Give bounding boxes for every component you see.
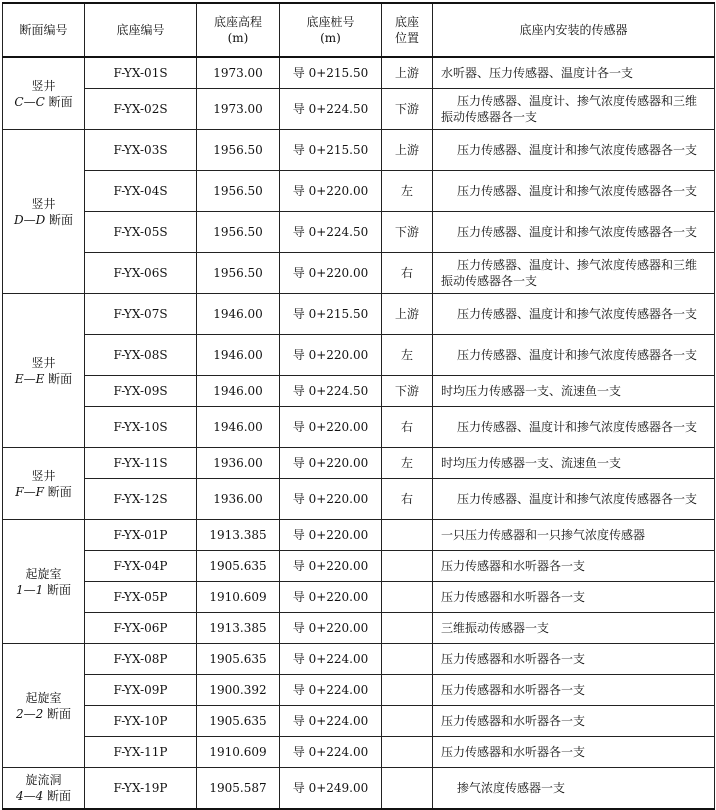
sensors-cell — [433, 768, 715, 810]
base-id-cell: F-YX-11S — [85, 448, 197, 479]
sensors-cell: 压力传感器和水听器各一支 — [433, 675, 715, 706]
table-row — [3, 448, 715, 479]
base-id-cell: F-YX-05P — [85, 582, 197, 613]
elevation-cell: 1946.00 — [197, 294, 280, 335]
table-row — [3, 171, 715, 212]
section-code-line — [7, 582, 80, 598]
sensors-cell — [433, 407, 715, 448]
position-cell: 左 — [382, 171, 433, 212]
station-cell: 导 0+224.00 — [280, 706, 382, 737]
station-cell: 导 0+220.00 — [280, 253, 382, 294]
section-name: 竖井 — [31, 196, 56, 211]
base-id-cell: F-YX-01P — [85, 520, 197, 551]
position-cell: 下游 — [382, 89, 433, 130]
header-station-label: 底座桩号 — [306, 15, 355, 29]
station-cell: 导 0+224.50 — [280, 376, 382, 407]
table-row — [3, 479, 715, 520]
elevation-cell: 1905.635 — [197, 706, 280, 737]
station-cell: 导 0+224.50 — [280, 212, 382, 253]
station-cell: 导 0+220.00 — [280, 520, 382, 551]
station-cell: 导 0+220.00 — [280, 582, 382, 613]
section-cell — [3, 130, 85, 294]
elevation-cell: 1900.392 — [197, 675, 280, 706]
section-suffix: 断面 — [43, 789, 72, 803]
sensors-text: 压力传感器、温度计和掺气浓度传感器各一支 — [457, 225, 698, 239]
position-cell — [382, 675, 433, 706]
position-cell: 左 — [382, 448, 433, 479]
sensors-cell — [433, 294, 715, 335]
position-cell: 上游 — [382, 130, 433, 171]
station-cell: 导 0+220.00 — [280, 479, 382, 520]
section-cell — [3, 768, 85, 810]
base-id-cell: F-YX-01S — [85, 57, 197, 89]
section-code-line — [7, 484, 80, 500]
header-elevation-label: 底座高程 — [213, 15, 262, 29]
section-name: 旋流洞 — [25, 773, 62, 787]
table-row — [3, 407, 715, 448]
position-cell — [382, 520, 433, 551]
section-code: 2—2 — [15, 706, 44, 721]
table-row — [3, 212, 715, 253]
table-row — [3, 768, 715, 810]
sensors-cell — [433, 89, 715, 130]
station-cell: 导 0+220.00 — [280, 407, 382, 448]
elevation-cell: 1905.635 — [197, 551, 280, 582]
sensors-cell — [433, 335, 715, 376]
section-suffix: 断面 — [43, 484, 72, 499]
section-code: 4—4 — [15, 789, 44, 803]
table-row — [3, 57, 715, 89]
elevation-cell: 1946.00 — [197, 335, 280, 376]
section-code-line — [7, 94, 80, 110]
position-cell — [382, 551, 433, 582]
station-cell: 导 0+220.00 — [280, 335, 382, 376]
section-code-line — [7, 788, 80, 804]
sensor-base-table — [2, 2, 715, 810]
section-suffix: 断面 — [44, 94, 73, 109]
position-cell — [382, 644, 433, 675]
table-body — [3, 57, 715, 809]
sensors-cell — [433, 130, 715, 171]
elevation-cell: 1946.00 — [197, 407, 280, 448]
sensors-cell: 一只压力传感器和一只掺气浓度传感器 — [433, 520, 715, 551]
section-suffix: 断面 — [43, 582, 72, 597]
sensors-text: 压力传感器、温度计和掺气浓度传感器各一支 — [457, 348, 698, 362]
base-id-cell: F-YX-08P — [85, 644, 197, 675]
header-station-unit: (m) — [320, 31, 341, 45]
station-cell: 导 0+224.00 — [280, 675, 382, 706]
base-id-cell: F-YX-02S — [85, 89, 197, 130]
base-id-cell: F-YX-09S — [85, 376, 197, 407]
elevation-cell: 1956.50 — [197, 130, 280, 171]
position-cell — [382, 737, 433, 768]
sensors-cell: 压力传感器和水听器各一支 — [433, 582, 715, 613]
elevation-cell: 1910.609 — [197, 582, 280, 613]
station-cell: 导 0+249.00 — [280, 768, 382, 810]
station-cell: 导 0+215.50 — [280, 57, 382, 89]
elevation-cell: 1905.587 — [197, 768, 280, 810]
base-id-cell: F-YX-09P — [85, 675, 197, 706]
station-cell: 导 0+215.50 — [280, 294, 382, 335]
section-name: 竖井 — [31, 468, 56, 483]
base-id-cell: F-YX-12S — [85, 479, 197, 520]
station-cell: 导 0+224.00 — [280, 737, 382, 768]
station-cell: 导 0+220.00 — [280, 448, 382, 479]
sensors-cell — [433, 212, 715, 253]
section-name: 起旋室 — [25, 566, 62, 581]
base-id-cell: F-YX-10S — [85, 407, 197, 448]
position-cell: 下游 — [382, 376, 433, 407]
section-code-line — [7, 706, 80, 722]
table-row — [3, 551, 715, 582]
section-code: D—D — [13, 212, 46, 227]
position-cell — [382, 706, 433, 737]
elevation-cell: 1956.50 — [197, 253, 280, 294]
base-id-cell: F-YX-06P — [85, 613, 197, 644]
table-row — [3, 89, 715, 130]
table-row — [3, 644, 715, 675]
section-name: 竖井 — [31, 355, 56, 370]
station-cell: 导 0+220.00 — [280, 613, 382, 644]
header-elevation-unit: (m) — [227, 31, 249, 45]
position-cell: 下游 — [382, 212, 433, 253]
sensors-cell — [433, 479, 715, 520]
section-cell — [3, 57, 85, 130]
table-row — [3, 582, 715, 613]
header-position-line1: 底座 — [394, 15, 419, 29]
table-row — [3, 613, 715, 644]
base-id-cell: F-YX-10P — [85, 706, 197, 737]
section-suffix: 断面 — [43, 706, 72, 721]
table-row — [3, 335, 715, 376]
elevation-cell: 1910.609 — [197, 737, 280, 768]
table-row — [3, 130, 715, 171]
elevation-cell: 1936.00 — [197, 479, 280, 520]
sensors-text: 压力传感器、温度计和掺气浓度传感器各一支 — [457, 184, 698, 198]
elevation-cell: 1973.00 — [197, 57, 280, 89]
section-name: 竖井 — [31, 78, 56, 93]
station-cell: 导 0+220.00 — [280, 171, 382, 212]
section-code: E—E — [14, 371, 45, 386]
base-id-cell: F-YX-07S — [85, 294, 197, 335]
header-base-id: 底座编号 — [85, 3, 197, 57]
elevation-cell: 1913.385 — [197, 613, 280, 644]
section-suffix: 断面 — [45, 212, 74, 227]
section-code-line — [7, 371, 80, 387]
header-sensors: 底座内安装的传感器 — [433, 3, 715, 57]
section-cell — [3, 448, 85, 520]
base-id-cell: F-YX-05S — [85, 212, 197, 253]
sensors-text: 压力传感器、温度计和掺气浓度传感器各一支 — [457, 492, 698, 506]
table-row — [3, 253, 715, 294]
elevation-cell: 1956.50 — [197, 212, 280, 253]
sensors-cell: 压力传感器和水听器各一支 — [433, 644, 715, 675]
base-id-cell: F-YX-04P — [85, 551, 197, 582]
position-cell — [382, 613, 433, 644]
base-id-cell: F-YX-11P — [85, 737, 197, 768]
elevation-cell: 1913.385 — [197, 520, 280, 551]
sensors-text: 压力传感器、温度计、掺气浓度传感器和三维振动传感器各一支 — [441, 94, 698, 124]
section-code: F—F — [15, 484, 44, 499]
position-cell: 左 — [382, 335, 433, 376]
sensors-cell: 压力传感器和水听器各一支 — [433, 551, 715, 582]
header-elevation — [197, 3, 280, 57]
base-id-cell: F-YX-03S — [85, 130, 197, 171]
table-row — [3, 737, 715, 768]
sensors-cell: 三维振动传感器一支 — [433, 613, 715, 644]
sensors-text: 掺气浓度传感器一支 — [457, 781, 566, 795]
table-row — [3, 376, 715, 407]
section-cell — [3, 294, 85, 448]
sensors-text: 压力传感器、温度计和掺气浓度传感器各一支 — [457, 143, 698, 157]
section-cell — [3, 520, 85, 644]
base-id-cell: F-YX-06S — [85, 253, 197, 294]
base-id-cell: F-YX-04S — [85, 171, 197, 212]
table-row — [3, 675, 715, 706]
station-cell: 导 0+224.00 — [280, 644, 382, 675]
sensors-text: 压力传感器、温度计和掺气浓度传感器各一支 — [457, 307, 698, 321]
section-code-line — [7, 212, 80, 228]
position-cell: 右 — [382, 479, 433, 520]
elevation-cell: 1973.00 — [197, 89, 280, 130]
section-suffix: 断面 — [44, 371, 73, 386]
sensors-cell: 时均压力传感器一支、流速鱼一支 — [433, 448, 715, 479]
sensors-text: 压力传感器、温度计和掺气浓度传感器各一支 — [457, 420, 698, 434]
sensors-cell: 压力传感器和水听器各一支 — [433, 706, 715, 737]
sensors-cell — [433, 253, 715, 294]
section-name: 起旋室 — [25, 690, 62, 705]
position-cell — [382, 582, 433, 613]
elevation-cell: 1936.00 — [197, 448, 280, 479]
station-cell: 导 0+215.50 — [280, 130, 382, 171]
position-cell: 上游 — [382, 294, 433, 335]
header-row — [3, 3, 715, 57]
section-code: 1—1 — [15, 582, 44, 597]
sensors-text: 压力传感器、温度计、掺气浓度传感器和三维振动传感器各一支 — [441, 258, 698, 288]
table-row — [3, 294, 715, 335]
table-row — [3, 706, 715, 737]
table-row — [3, 520, 715, 551]
elevation-cell: 1905.635 — [197, 644, 280, 675]
base-id-cell: F-YX-08S — [85, 335, 197, 376]
position-cell: 右 — [382, 407, 433, 448]
sensors-cell: 压力传感器和水听器各一支 — [433, 737, 715, 768]
section-cell — [3, 644, 85, 768]
sensors-cell: 时均压力传感器一支、流速鱼一支 — [433, 376, 715, 407]
position-cell: 右 — [382, 253, 433, 294]
elevation-cell: 1956.50 — [197, 171, 280, 212]
elevation-cell: 1946.00 — [197, 376, 280, 407]
header-position-line2: 位置 — [394, 31, 419, 45]
position-cell: 上游 — [382, 57, 433, 89]
station-cell: 导 0+220.00 — [280, 551, 382, 582]
header-station — [280, 3, 382, 57]
base-id-cell: F-YX-19P — [85, 768, 197, 810]
header-section: 断面编号 — [3, 3, 85, 57]
sensors-cell — [433, 171, 715, 212]
header-position — [382, 3, 433, 57]
station-cell: 导 0+224.50 — [280, 89, 382, 130]
section-code: C—C — [14, 94, 45, 109]
position-cell — [382, 768, 433, 810]
sensors-cell: 水听器、压力传感器、温度计各一支 — [433, 57, 715, 89]
